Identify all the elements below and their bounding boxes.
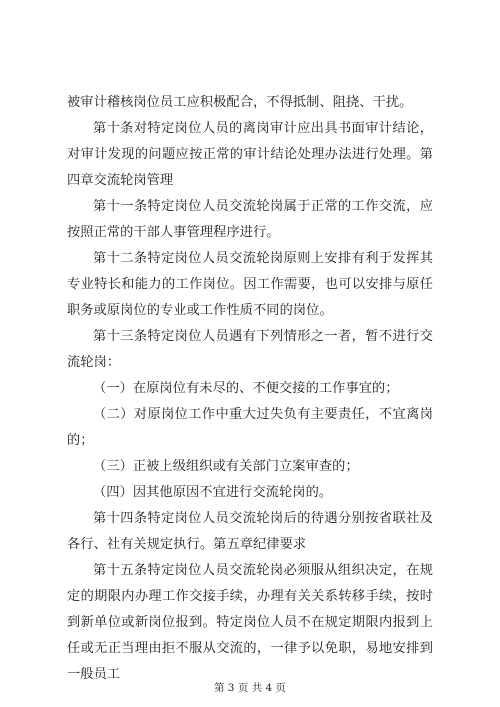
list-item: （二）对原岗位工作中重大过失负有主要责任，不宜离岗的；: [67, 407, 433, 448]
list-item: （四）因其他原因不宜进行交流轮岗的。: [93, 485, 333, 500]
document-body: [67, 90, 433, 688]
paragraph: 被审计稽核岗位员工应积极配合，不得抵制、阻挠、干扰。: [67, 95, 413, 110]
paragraph: 第十四条特定岗位人员交流轮岗后的待遇分别按省联社及各行、社有关规定执行。第五章纪律要求: [67, 511, 433, 552]
list-item: （一）在原岗位有未尽的、不便交接的工作事宜的；: [93, 381, 399, 396]
page-number-footer: 第 3 页 共 4 页: [213, 682, 287, 694]
paragraph: 第十一条特定岗位人员交流轮岗属于正常的工作交流，应按照正常的干部人事管理程序进行。: [67, 199, 433, 240]
paragraph: 第十条对特定岗位人员的离岗审计应出具书面审计结论，对审计发现的问题应按正常的审计结论处理办法进行处理。第四章交流轮岗管理: [67, 121, 433, 188]
list-item: （三）正被上级组织或有关部门立案审查的；: [93, 459, 359, 474]
paragraph: 第十二条特定岗位人员交流轮岗原则上安排有利于发挥其专业特长和能力的工作岗位。因工作需要，也可以安排与原任职务或原岗位的专业或工作性质不同的岗位。: [67, 251, 433, 318]
paragraph: 第十五条特定岗位人员交流轮岗必须服从组织决定，在规定的期限内办理工作交接手续，办理有关关系转移手续，按时到新单位或新岗位报到。特定岗位人员不在规定期限内报到上任或无正当理由拒不服从交流的，一律予以免职，易地安排到一般员工: [67, 563, 433, 682]
paragraph: 第十三条特定岗位人员遇有下列情形之一者，暂不进行交流轮岗：: [67, 329, 433, 370]
